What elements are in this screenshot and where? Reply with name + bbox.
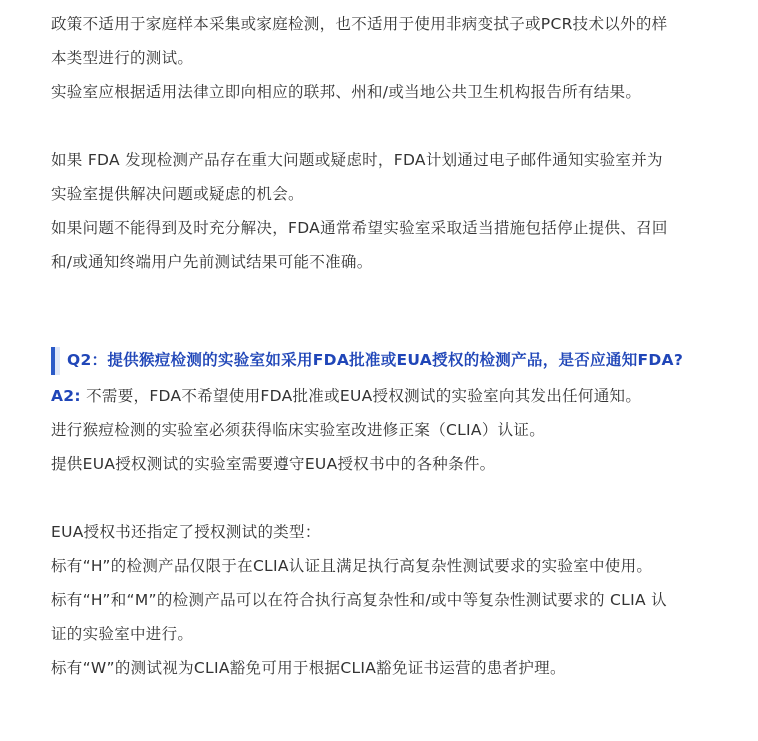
fda-notice-text-line: 如果 FDA 发现检测产品存在重大问题或疑虑时，FDA计划通过电子邮件通知实验室并为	[51, 151, 663, 169]
question-text: Q2：提供猴痘检测的实验室如采用FDA批准或EUA授权的检测产品，是否应通知FDA?	[67, 351, 684, 369]
reporting-text-line: 实验室应根据适用法律立即向相应的联邦、州和/或当地公共卫生机构报告所有结果。	[51, 83, 642, 101]
article-body	[51, 0, 741, 685]
answer-text: 不需要，FDA不希望使用FDA批准或EUA授权测试的实验室向其发出任何通知。	[80, 387, 642, 405]
fda-action-text-line: 和/或通知终端用户先前测试结果可能不准确。	[51, 253, 373, 271]
fda-notice-text-line: 实验室提供解决问题或疑虑的机会。	[51, 185, 304, 203]
fda-action-text-line: 如果问题不能得到及时充分解决，FDA通常希望实验室采取适当措施包括停止提供、召回	[51, 219, 668, 237]
answer-first-line	[51, 379, 741, 413]
quote-bar-shadow	[55, 347, 60, 375]
answer-label: A2:	[51, 387, 81, 405]
eua-text-line: 标有“H”和“M”的检测产品可以在符合执行高复杂性和/或中等复杂性测试要求的 CLIA 认	[51, 591, 667, 609]
answer-line: 提供EUA授权测试的实验室需要遵守EUA授权书中的各种条件。	[51, 455, 496, 473]
eua-text-line: 证的实验室中进行。	[51, 625, 194, 643]
paragraph-spacer	[51, 109, 741, 143]
paragraph-spacer	[51, 481, 741, 515]
eua-text-line: 标有“W”的测试视为CLIA豁免可用于根据CLIA豁免证书运营的患者护理。	[51, 659, 566, 677]
answer-line: 进行猴痘检测的实验室必须获得临床实验室改进修正案（CLIA）认证。	[51, 421, 546, 439]
eua-text-line: 标有“H”的检测产品仅限于在CLIA认证且满足执行高复杂性测试要求的实验室中使用。	[51, 557, 653, 575]
policy-text-line: 本类型进行的测试。	[51, 49, 194, 67]
question-heading	[51, 343, 741, 377]
eua-text-line: EUA授权书还指定了授权测试的类型：	[51, 523, 321, 541]
policy-text-line: 政策不适用于家庭样本采集或家庭检测，也不适用于使用非病变拭子或PCR技术以外的样	[51, 15, 668, 33]
